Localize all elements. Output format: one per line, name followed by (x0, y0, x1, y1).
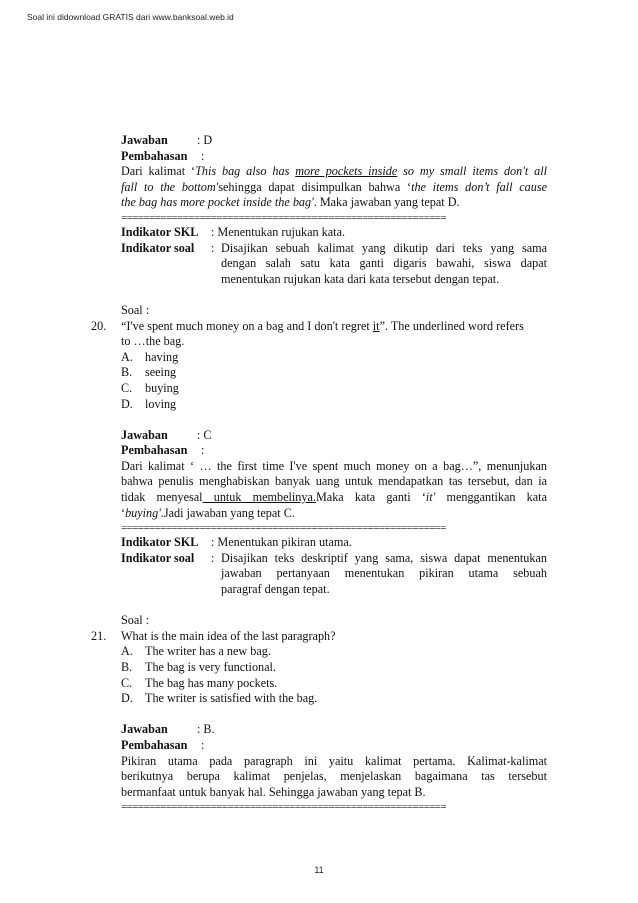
discussion-label: Pembahasan (121, 737, 188, 752)
option-d (121, 691, 547, 707)
discussion-text: Dari kalimat ‘ (121, 164, 196, 179)
discussion-text: ‘ (121, 505, 126, 520)
quoted-text: the items don’t fall cause (411, 179, 547, 194)
discussion-colon: : (201, 148, 205, 163)
option-text: seeing (145, 365, 177, 380)
answer-label: Jawaban (121, 722, 168, 737)
question-text-part: What is the main idea of the last paragraph? (121, 628, 336, 643)
option-letter: B. (121, 660, 133, 674)
discussion-line-1: Dari kalimat ‘ … the first time I've spent much money on a bag…”, menunjukan (121, 458, 547, 473)
skl-indicator-row (121, 535, 547, 551)
underlined-phrase: untuk membelinya. (202, 490, 316, 505)
question-text-part: ”. The underlined word refers (379, 318, 524, 333)
question-text-part: “I've spent much money on a bag and I don't regret (121, 318, 373, 333)
question-indicator-text (221, 551, 547, 598)
question-text (91, 318, 547, 350)
question-block-21 (91, 613, 547, 707)
skl-label: Indikator SKL (121, 535, 199, 550)
discussion-row (121, 443, 547, 459)
option-text: having (145, 349, 179, 364)
indicator-line: jawaban pertanyaan menentukan pikiran utama sebuah (221, 566, 547, 581)
question-indicator-label: Indikator soal (121, 550, 195, 565)
discussion-label: Pembahasan (121, 443, 188, 458)
discussion-line-3: bermanfaat untuk banyak hal. Sehingga jawaban yang tepat B. (121, 784, 426, 799)
quoted-text: buying'. (125, 505, 164, 520)
option-letter: C. (121, 675, 133, 690)
download-watermark: Soal ini didownload GRATIS dari www.banksoal.web.id (27, 12, 234, 22)
question-indicator-row (121, 241, 547, 288)
quoted-text: so my small items don't all (397, 164, 548, 179)
indicator-line: Disajikan sebuah kalimat yang dikutip dari teks yang sama (221, 240, 547, 255)
option-text: The writer has a new bag. (145, 644, 271, 659)
discussion-line-1 (121, 164, 547, 180)
discussion-line-4 (121, 506, 547, 522)
answer-value: : C (197, 427, 212, 442)
discussion-line-3 (121, 195, 547, 211)
discussion-line-2 (121, 180, 547, 196)
discussion-line-1: Pikiran utama pada paragraph ini yaitu kalimat pertama. Kalimat-kalimat (121, 753, 547, 768)
discussion-text: menggantikan kata (435, 490, 547, 505)
answer-value: : B. (197, 722, 215, 737)
indicator-line: menentukan rujukan kata dari kata tersebut dengan tepat. (221, 271, 500, 286)
document-body (91, 133, 548, 830)
question-number: 20. (91, 318, 107, 333)
question-indicator-label: Indikator soal (121, 240, 195, 255)
discussion-row (121, 738, 547, 754)
option-text: The writer is satisfied with the bag. (145, 691, 318, 706)
indicator-line: paragraf dengan tepat. (221, 582, 330, 597)
discussion-text: Maka kata ganti ‘ (315, 490, 426, 505)
answer-row (121, 133, 547, 149)
separator-line: ========================================================== (121, 801, 447, 814)
option-a (121, 644, 547, 660)
discussion-text: sehingga dapat disimpulkan bahwa ‘ (218, 179, 412, 194)
underlined-word: it (372, 318, 380, 333)
answer-label: Jawaban (121, 133, 168, 147)
indicator-line: Disajikan teks deskriptif yang sama, siswa dapat menentukan (221, 550, 547, 565)
option-letter: A. (121, 644, 133, 659)
answer-block-21 (121, 722, 547, 814)
answer-block-20 (121, 428, 547, 598)
option-letter: B. (121, 365, 133, 380)
discussion-line-2: berikutnya berupa kalimat penjelas, menjelaskan bagaimana tas tersebut (121, 769, 547, 784)
question-heading: Soal : (121, 613, 150, 628)
option-c (121, 381, 547, 397)
skl-value: : Menentukan pikiran utama. (211, 535, 352, 550)
answer-block-19 (121, 133, 547, 287)
option-letter: A. (121, 349, 133, 364)
question-indicator-colon: : (211, 550, 215, 565)
quoted-text: fall to the bottom' (121, 179, 219, 194)
indicator-line: dengan salah satu kata ganti digaris bawahi, siswa dapat (221, 256, 547, 271)
answer-value: : D (197, 133, 213, 147)
option-c (121, 676, 547, 692)
option-b (121, 660, 547, 676)
question-indicator-colon: : (211, 240, 215, 255)
question-text (91, 628, 547, 645)
discussion-colon: : (201, 737, 205, 752)
separator-line: ========================================================== (121, 211, 447, 224)
question-heading: Soal : (121, 302, 150, 317)
skl-indicator-row (121, 225, 547, 241)
discussion-text: . Maka jawaban yang tepat D. (313, 195, 460, 210)
skl-label: Indikator SKL (121, 224, 199, 239)
answer-row (121, 722, 547, 738)
discussion-colon: : (201, 443, 205, 458)
discussion-line-2: bahwa penulis menghabiskan banyak uang untuk mendapatkan tas tersebut, dan ia (121, 474, 547, 489)
question-number: 21. (91, 628, 107, 643)
question-text-part: to …the bag. (121, 334, 185, 349)
option-text: The bag is very functional. (145, 660, 276, 674)
question-indicator-text (221, 241, 547, 288)
option-letter: D. (121, 396, 133, 411)
page-number: 11 (314, 865, 324, 875)
quoted-text: This bag also has (195, 164, 296, 179)
option-d (121, 397, 547, 413)
option-letter: D. (121, 691, 133, 706)
quoted-text: it' (425, 490, 436, 505)
separator-line: ========================================================== (121, 522, 447, 535)
option-text: The bag has many pockets. (145, 675, 278, 690)
question-indicator-row (121, 551, 547, 598)
quoted-text: the bag has more pocket inside the bag' (121, 195, 314, 210)
option-text: loving (145, 396, 177, 411)
option-a (121, 350, 547, 366)
discussion-row (121, 149, 547, 165)
option-b (121, 365, 547, 381)
option-letter: C. (121, 380, 133, 395)
skl-value: : Menentukan rujukan kata. (211, 224, 346, 239)
underlined-phrase: more pockets inside (295, 164, 398, 179)
answer-label: Jawaban (121, 427, 168, 442)
answer-row (121, 428, 547, 444)
question-block-20 (91, 302, 547, 412)
option-text: buying (145, 380, 179, 395)
discussion-text: tidak menyesal (121, 490, 203, 505)
discussion-label: Pembahasan (121, 148, 188, 163)
discussion-text: Jadi jawaban yang tepat C. (163, 505, 295, 520)
discussion-line-3 (121, 490, 547, 506)
